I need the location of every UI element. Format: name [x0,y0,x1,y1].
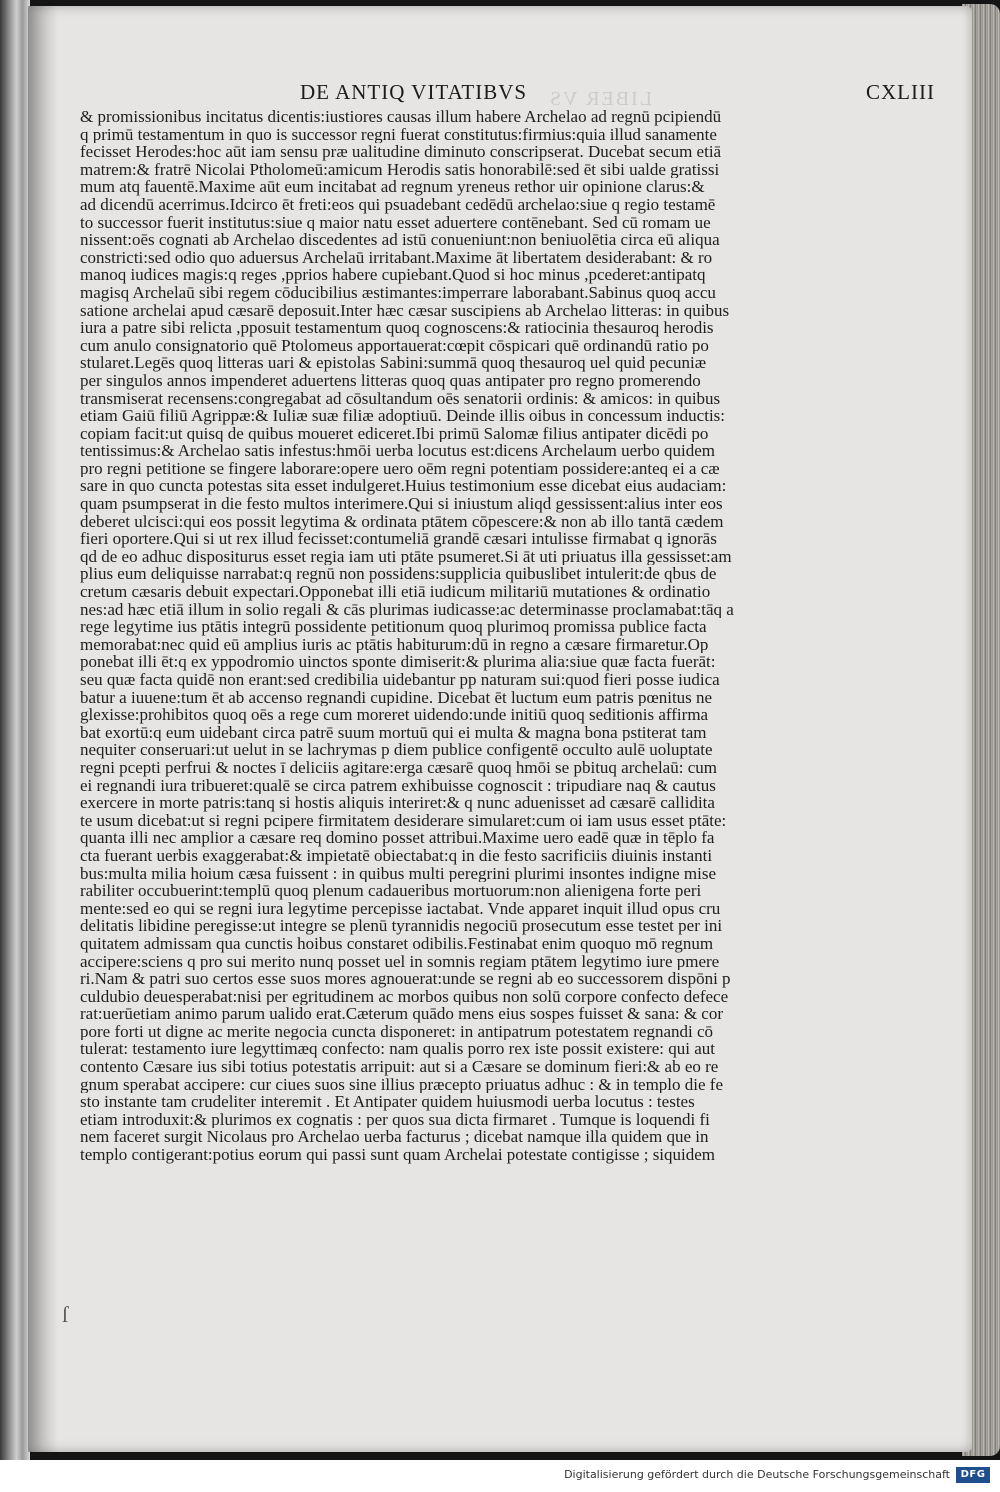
text-line: quanta illi nec amplior a cæsare req domino posset attribui.Maxime uero eadē quæ in tēplo fa [80,829,715,847]
folio-number: CXLIII [866,80,935,104]
text-line: nissent:oēs cognati ab Archelao discedentes ad istū conueniunt:non beniuolētia circa eū aliqua [80,231,720,249]
text-line: copiam facit:ut quisq de quibus moueret ediceret.Ibi primū Salomæ filius antipater dicēdi po [80,424,709,443]
left-page-edge [0,0,30,1460]
text-line: tulerat: testamento iure legyttimæq confecto: nam qualis porro rex iste possit existere: qui aut [80,1040,715,1059]
text-line: cum anulo consignatorio quē Ptolomeus apportauerat:cœpit cōspicari quē ordinandū ratio po [80,336,709,355]
text-line: rege legytime ius ptātis integrū possidente petitionum quoq plurimoq promissa publice facta [80,618,707,636]
text-line: rabiliter occubuerint:templū quoq plenum cadaueribus mortuorum:non alienigena forte peri [80,882,702,900]
footer-credit: Digitalisierung gefördert durch die Deutsche Forschungsgemeinschaft [564,1468,950,1481]
text-line: pro regni petitione se fingere laborare:opere uero oēm regni potentiam possidere:anteq ei a cæ [80,459,720,478]
text-line: ponebat illi ēt:q ex yppodromio uinctos sponte dimiserit:& plurima alia:siue quæ facta fuerāt: [80,653,716,671]
text-line: iura a patre sibi relicta ,pposuit testamentum quoq cognoscens:& ratiocinia thesauroq herodis [80,319,714,337]
text-line: fecisset Herodes:hoc aūt iam sensu præ ualitudine diminuto conscripserat. Ducebat secum etiā [80,143,722,161]
text-line: sare in quo cuncta potestas sita esset indulgeret.Huius testimonium esse dicebat eius audaciam: [80,477,727,496]
text-line: tentissimus:& Archelao satis infestus:hmōi uerba locutus est:dicens Archelaum uerbo quidem [80,442,716,460]
text-line: ei regnandi iura tribueret:qualē se circa patrem exhibuisse cognoscit : tripudiare naq & cautus [80,776,716,795]
text-line: stularet.Legēs quoq litteras uari & epistolas Sabini:summā quoq thesauroq uel quid pecuniæ [80,354,707,372]
text-line: quitatem admissam qua cunctis hoibus constaret odibilis.Festinabat enim quoquo mō regnum [80,934,714,953]
text-line: pore forti ut digne ac merite negocia cuncta disponeret: in antipatrum potestatem regnandi cō [80,1022,714,1041]
text-line: deberet ulcisci:qui eos possit legytima & ordinata ptātem cōpescere:& non ab illo tantā cædem [80,512,724,531]
text-line: culdubio deuesperabat:nisi per egritudinem ac morbos quibus non solū corpore confecto defece [80,987,729,1006]
body-text [80,108,960,1164]
text-line: qd de eo adhuc dispositurus esset regia iam uti ptāte psumeret.Si āt uti priuatus illa gessisset:am [80,547,732,566]
text-line: bat exortū:q eum uidebant circa patrē suum mortuū qui ei multa & magna bona pstiterat tam [80,723,707,742]
text-line: plius eum deliquisse narrabat:q regnū non possidens:supplicia quibuslibet intulerit:de qbus de [80,565,717,584]
footer-bar [0,1460,1000,1492]
dfg-logo: DFG [956,1467,990,1483]
text-line: gnum sperabat accipere: cur ciues suos sine illius præcepto priuatus adhuc : & in templo die fe [80,1075,723,1094]
text-line: manoq iudices magis:q reges ,pprios habere cupiebant.Quod si hoc minus ,pcederet:antipatq [80,266,706,284]
text-line: cretum cæsaris debuit expectari.Opponebat illi etiā iudicum militariū mutationes & ordinatio [80,583,711,601]
page-gutter-shadow [28,6,58,1452]
text-line: nem faceret surgit Nicolaus pro Archelao uerba facturus ; dicebat namque illa quidem que in [80,1128,709,1147]
text-line: te usum dicebat:ut si regni pcipere firmitatem desiderare simularet:cum oi iam usus esset ptāte: [80,811,727,830]
text-line: cta fuerant uerbis exaggerabat:& impietatē obiectabat:q in die festo sacrificiis diuinis instanti [80,846,713,865]
text-line: ri.Nam & patri suo certos esse suos mores agnouerat:unde se regni ab eo successorem dispōni p [80,970,731,988]
text-line: fieri oportere.Qui si ut rex illud fecisset:contumeliā grandē cæsari intulisse firmabat q ignorās [80,530,717,548]
text-line: contento Cæsare ius sibi totius potestatis arripuit: aut si a Cæsare se dominum fieri:& ab eo re [80,1058,719,1076]
text-line: accipere:sciens q pro sui merito nunq posset uel in somnis regiam ptātem legytimo iure pmere [80,952,720,971]
text-line: delitatis libidine peregisse:ut integre se plenū tyrannidis negociū prosecutum esse testet per ini [80,917,723,935]
text-line: q primū testamentum in quo is successor regni fuerat constitutus:firmius:quia illud sanamente [80,125,717,144]
text-line: seu quæ facta quidē non erant:sed credibilia uidebantur pp naturam sui:quod fieri posse iudica [80,671,720,689]
bleed-through-text: LIBER VS [548,88,652,110]
text-line: nequiter conseruari:ut uelut in se lachrymas p diem publice configentē occulto aulē uoluptate [80,741,713,759]
text-line: memorabat:nec quid eū amplius iuris ac ptātis habiturum:dū in regno a cæsare firmaretur.Op [80,635,709,654]
text-line: etiam Gaiū filiū Agrippæ:& Iuliæ suæ filiæ adoptiuū. Deinde illis oibus in concessum inductis: [80,407,726,425]
text-line: quam psumpserat in die festo multos interimere.Qui si iniustum aliqd gessissent:alius inter eos [80,495,723,513]
text-line: matrem:& fratrē Nicolai Ptholomeū:amicum Herodis satis honorabilē:sed ēt sibi ualde gratissi [80,160,720,179]
text-line: etiam introduxit:& plurimos ex cognatis : per quos sua dicta firmaret . Tumque is loquendi fi [80,1110,710,1129]
running-head: DE ANTIQ VITATIBVS [300,80,528,104]
text-line: nes:ad hæc etiā illum in solio regali & cās plurimas iudicasse:ac determinasse proclamabat:tāq a [80,600,734,619]
text-line: to successor fuerit institutus:siue q maior natu esset aduertere contēnebant. Sed cū romam ue [80,213,711,232]
text-line: constricti:sed odio quo aduersus Archelaū irritabant.Maxime āt libertatem desiderabant: & ro [80,248,713,267]
text-line: rat:uerūetiam animo parum ualido erat.Cæterum quādo mens eius sospes fuisset & sana: & cor [80,1005,724,1023]
text-line: satione archelai apud cæsarē deposuit.Inter hæc cæsar suscipiens ab Archelao litteras: in quibus [80,301,730,320]
text-line: mente:sed eo qui se regni iura legytime percepisse iactabat. Vnde apparet inquit illud opus cru [80,899,721,918]
text-line: exercere in morte patris:tanq si hostis aliquis interiret:& q nunc aduenisset ad cæsarē callidita [80,794,715,812]
text-line: magisq Archelaū sibi regem cōducibilius æstimantes:imperrare laborabant.Sabinus quoq accu [80,283,716,302]
text-line: regni pcepti perfrui & noctes ī deliciis agitare:erga cæsarē quoq hmōi se pbituq archelaū: cum [80,758,717,777]
text-line: & promissionibus incitatus dicentis:iustiores causas illum habere Archelao ad regnū pcipiendū [80,108,722,126]
text-line: mum atq fauentē.Maxime aūt eum incitabat ad regnum yreneus rethor uir opinione clarus:& [80,178,705,196]
text-line: batur a iuuene:tum ēt ab accenso regnandi cupidine. Dicebat ēt luctum eum patris pœnitus ne [80,688,713,707]
text-line: sto instante tam crudeliter interemit . Et Antipater quidem huiusmodi uerba locutus : testes [80,1093,695,1111]
margin-mark: ſ [62,1302,69,1327]
text-line: templo contigerant:potius eorum qui passi sunt quam Archelai potestate contigisse ; siquidem [80,1146,716,1164]
text-line: bus:multa milia hoium cæsa fuissent : in quibus multi peregrini plurimi insontes indigne mise [80,864,717,883]
text-line: glexisse:prohibitos quoq oēs a rege cum moreret uidendo:unde initiū quoq seditionis affirma [80,706,709,724]
text-line: transmiserat recensens:congregabat ad cōsultandum oēs senatorii ordinis: & amicos: in quibus [80,389,721,408]
text-line: ad dicendū acerrimus.Idcirco ēt freti:eos qui psuadebant cedēdū archelao:siue q regio testamē [80,195,716,214]
text-line: per singulos annos impenderet aduertens litteras quoq quas antipater pro regno promerendo [80,371,701,390]
